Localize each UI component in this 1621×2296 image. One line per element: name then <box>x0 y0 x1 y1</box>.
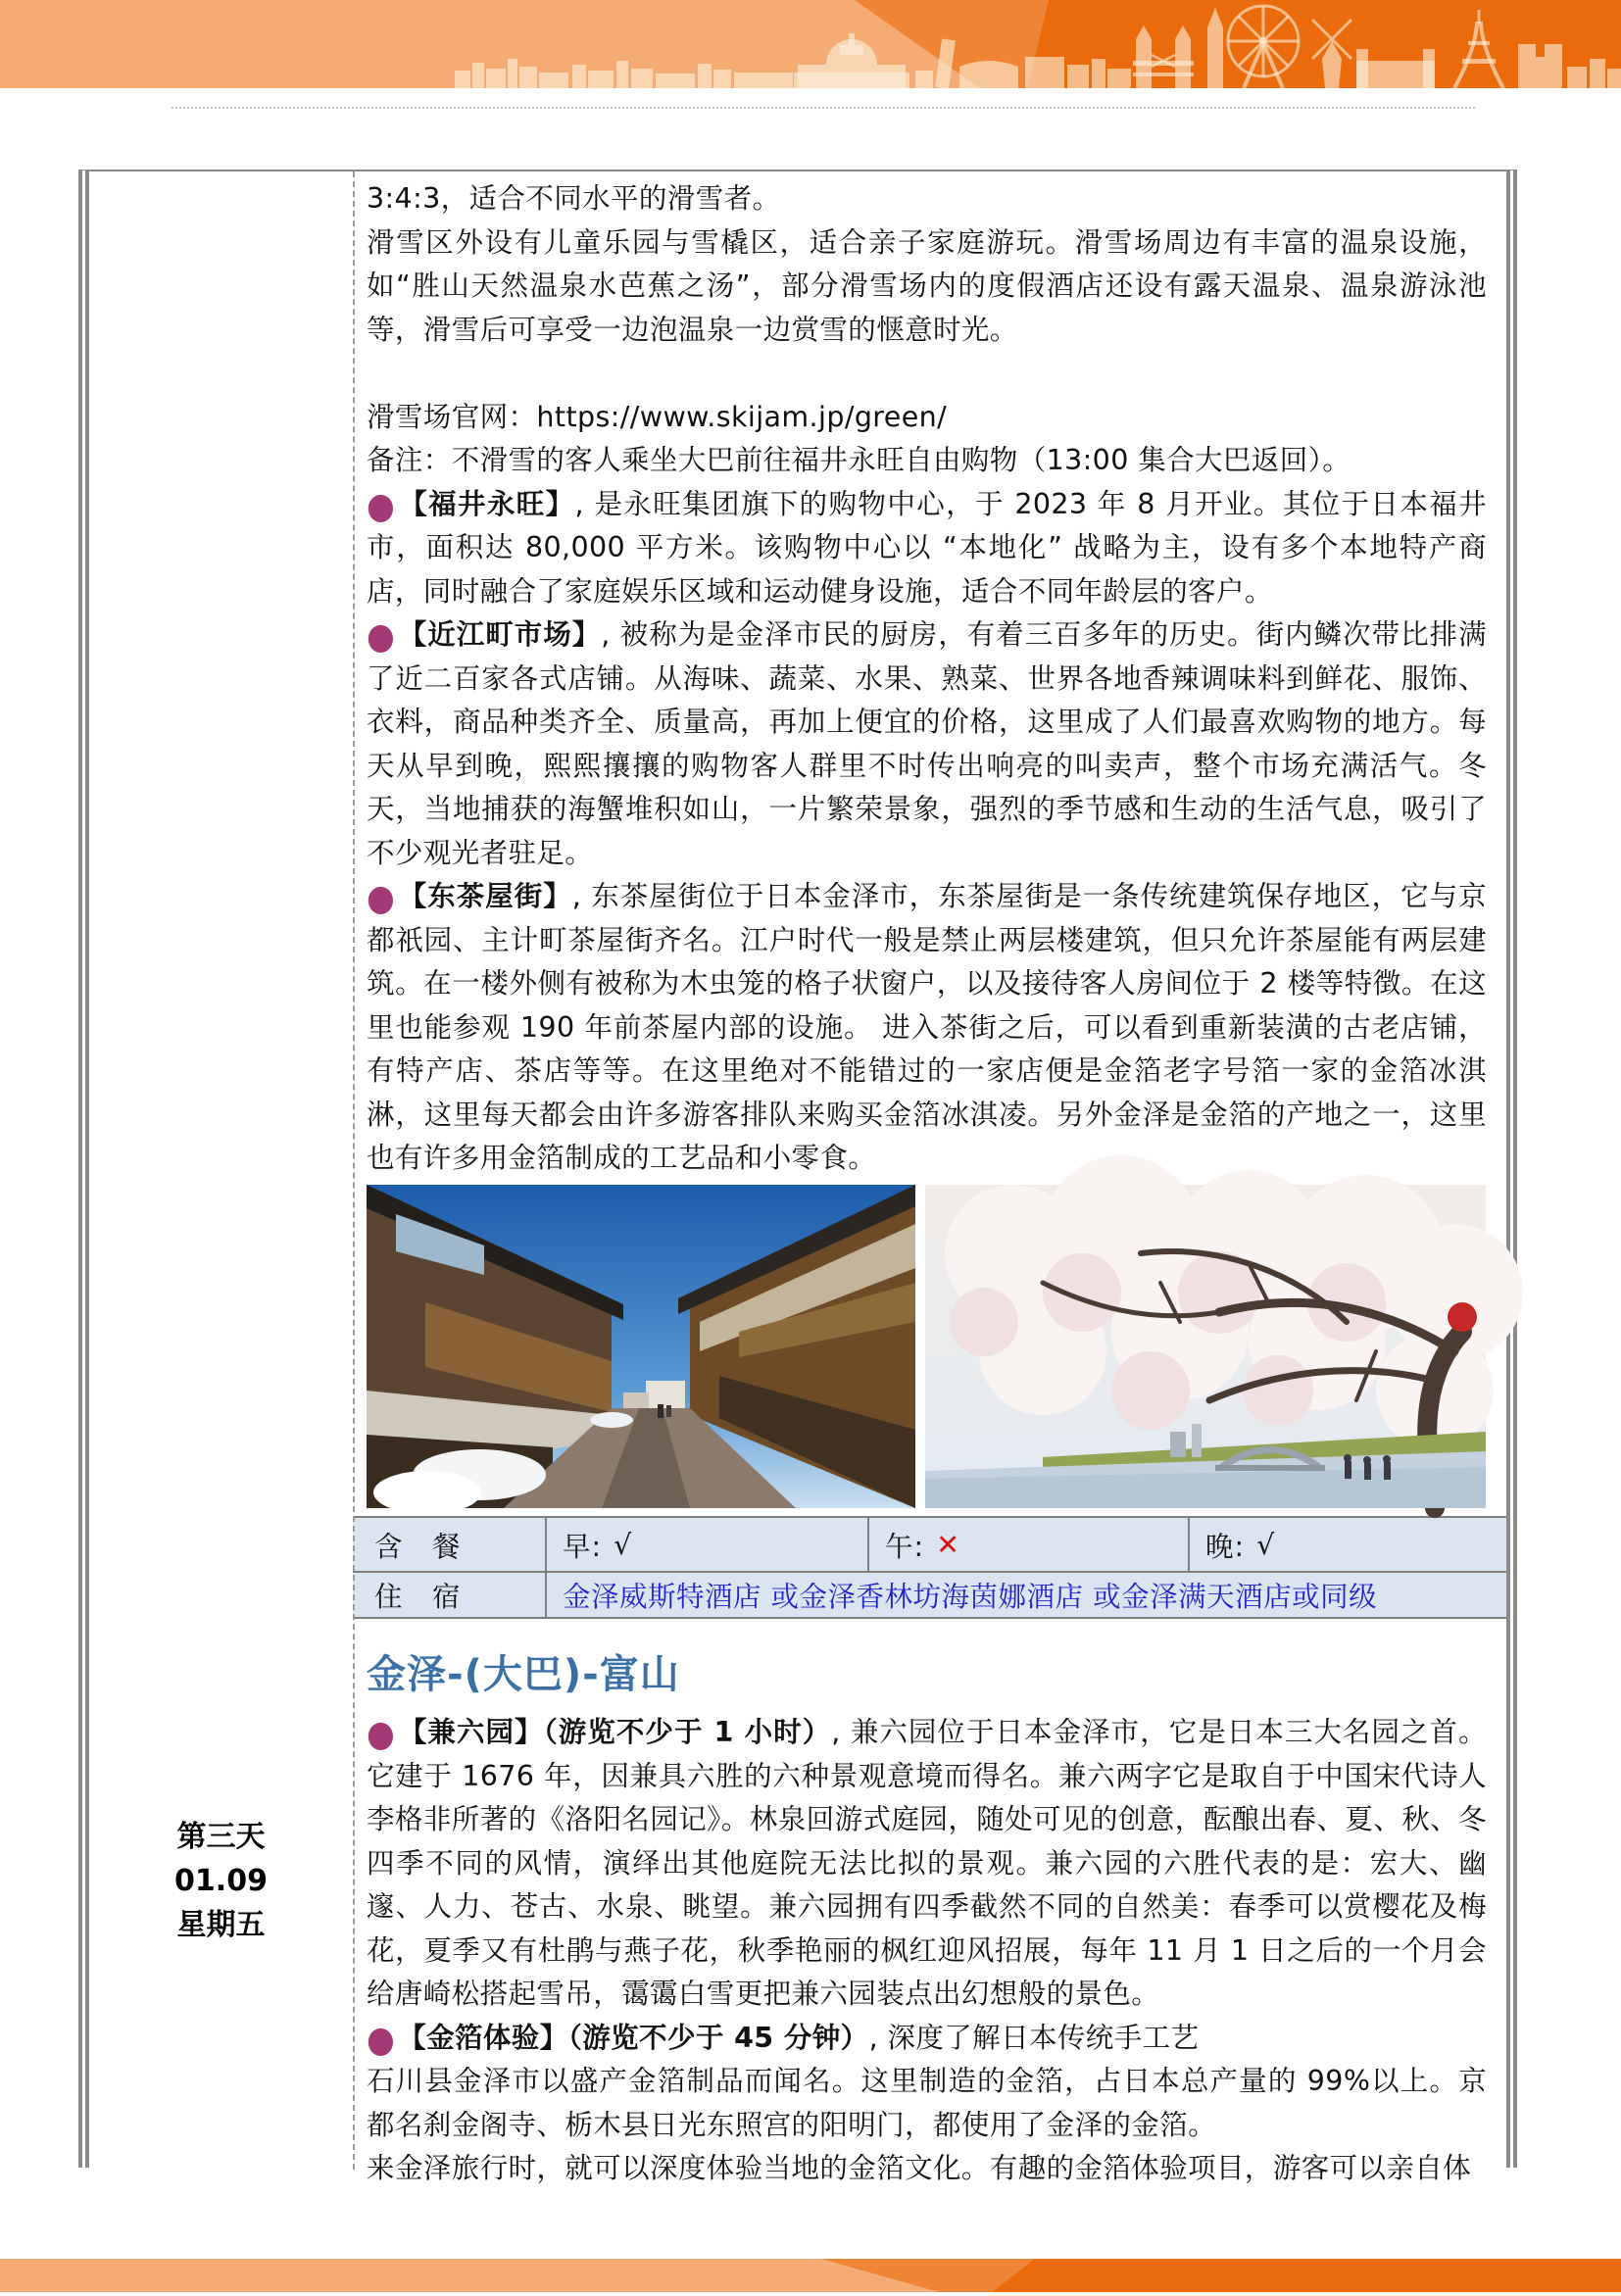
day-column-divider <box>353 171 355 2170</box>
dotted-divider-line <box>172 107 1475 109</box>
paragraph-highlight: 【近江町市场】 <box>398 618 602 651</box>
bullet-icon: ● <box>367 2017 396 2060</box>
dinner-label: 晚: <box>1205 1530 1246 1563</box>
paragraph-highlight: 【东茶屋街】 <box>398 880 572 912</box>
itinerary-paragraph <box>367 2060 1487 2147</box>
paragraph-text: , 被称为是金泽市民的厨房，有着三百多年的历史。街内鳞次带比排满了近二百家各式店铺。从海味、蔬菜、水果、熟菜、世界各地香辣调味料到鲜花、服饰、衣料，商品种类齐全、质量高，再加上便宜的价格，这里成了人们最喜欢购物的地方。每天从早到晚，熙熙攘攘的购物客人群里不时传出响亮的叫卖声，整个市场充满活气。冬天，当地捕获的海蟹堆积如山，一片繁荣景象，强烈的季节感和生动的生活气息，吸引了不少观光者驻足。 <box>367 618 1487 869</box>
photo-higashi-chaya-street <box>367 1185 915 1508</box>
dinner-cell <box>1190 1518 1506 1571</box>
itinerary-paragraph <box>367 221 1487 353</box>
footer-banner-graphic <box>0 2259 1621 2292</box>
bullet-icon: ● <box>367 613 396 658</box>
paragraph-highlight: 【福井永旺】 <box>398 487 575 520</box>
paragraph-text: 备注：不滑雪的客人乘坐大巴前往福井永旺自由购物（13:00 集合大巴返回）。 <box>367 444 1351 476</box>
footer-banner <box>0 2259 1621 2292</box>
day3-label-cell <box>89 1619 353 2170</box>
paragraph-highlight: 【金箔体验】（游览不少于 45 分钟） <box>398 2021 869 2054</box>
paragraph-highlight: 【兼六园】（游览不少于 1 小时） <box>398 1716 832 1748</box>
paragraph-text: 滑雪区外设有儿童乐园与雪橇区，适合亲子家庭游玩。滑雪场周边有丰富的温泉设施，如“胜山天然温泉水芭蕉之汤”，部分滑雪场内的度假酒店还设有露天温泉、温泉游泳池等，滑雪后可享受一边泡温泉一边赏雪的惬意时光。 <box>367 225 1487 346</box>
day3-route-title: 金泽-(大巴)-富山 <box>367 1652 680 1697</box>
meals-table <box>353 1516 1506 1619</box>
hotel-row <box>353 1573 1506 1617</box>
paragraph-text: , 深度了解日本传统手工艺 <box>868 2021 1200 2054</box>
meals-label-cell: 含 餐 <box>353 1518 547 1571</box>
bullet-icon: ● <box>367 875 396 919</box>
itinerary-paragraph <box>367 177 1487 221</box>
paragraph-text: , 是永旺集团旗下的购物中心，于 2023 年 8 月开业。其位于日本福井市，面积达 80,000 平方米。该购物中心以 “本地化” 战略为主，设有多个本地特产商店，同时融合了家庭娱乐区域和运动健身设施，适合不同年龄层的客户。 <box>367 487 1487 608</box>
hotel-value-cell: 金泽威斯特酒店 或金泽香林坊海茵娜酒店 或金泽满天酒店或同级 <box>563 1581 1378 1613</box>
dinner-check: √ <box>1256 1528 1276 1561</box>
itinerary-paragraph <box>367 1711 1487 2017</box>
paragraph-text: , 东茶屋街位于日本金泽市，东茶屋街是一条传统建筑保存地区，它与京都祇园、主计町茶屋街齐名。江户时代一般是禁止两层楼建筑，但只允许茶屋能有两层建筑。在一楼外侧有被称为木虫笼的格子状窗户，以及接待客人房间位于 2 楼等特徴。在这里也能参观 190 年前茶屋内部的设施。 进入茶街之后，可以看到重新装潢的古老店铺，有特产店、茶店等等。在这里绝对不能错过的一家店便是金箔老字号箔一家的金箔冰淇淋，这里每天都会由许多游客排队来购买金箔冰淇凌。另外金泽是金箔的产地之一，这里也有许多用金箔制成的工艺品和小零食。 <box>367 880 1487 1174</box>
itinerary-paragraph <box>367 439 1487 483</box>
itinerary-table <box>78 170 1517 2184</box>
itinerary-paragraph <box>367 2017 1487 2061</box>
day3-weekday: 星期五 <box>176 1908 266 1942</box>
breakfast-cell <box>547 1518 869 1571</box>
day2-paragraphs <box>367 177 1487 1181</box>
paragraph-text: 滑雪场官网：https://www.skijam.jp/green/ <box>367 400 948 433</box>
day3-date: 01.09 <box>174 1864 268 1898</box>
lunch-cross: ✕ <box>936 1528 960 1561</box>
itinerary-paragraph <box>367 875 1487 1181</box>
header-banner <box>0 0 1621 88</box>
photos-row <box>367 1185 1487 1508</box>
breakfast-check: √ <box>614 1528 633 1561</box>
day3-label <box>89 1619 353 1947</box>
lunch-label: 午: <box>885 1530 925 1563</box>
day3-paragraphs <box>367 1711 1487 2191</box>
bullet-icon: ● <box>367 483 396 526</box>
bullet-icon: ● <box>367 1711 396 1755</box>
lunch-cell <box>869 1518 1190 1571</box>
paragraph-text: , 兼六园位于日本金泽市，它是日本三大名园之首。它建于 1676 年，因兼具六胜的六种景观意境而得名。兼六两字它是取自于中国宋代诗人李格非所著的《洛阳名园记》。林泉回游式庭园，随处可见的创意，酝酿出春、夏、秋、冬四季不同的风情，演绎出其他庭院无法比拟的景观。兼六园的六胜代表的是：宏大、幽邃、人力、苍古、水泉、眺望。兼六园拥有四季截然不同的自然美：春季可以赏樱花及梅花，夏季又有杜鹃与燕子花，秋季艳丽的枫红迎风招展，每年 11 月 1 日之后的一个月会给唐崎松搭起雪吊，霭霭白雪更把兼六园装点出幻想般的景色。 <box>367 1716 1487 2010</box>
day3-day-number: 第三天 <box>176 1820 266 1854</box>
header-banner-graphic <box>0 0 1621 88</box>
day2-label-cell <box>89 171 353 1516</box>
itinerary-paragraph <box>367 2147 1487 2191</box>
day3-row <box>89 1619 1506 2184</box>
hotel-label-cell: 住 宿 <box>353 1573 547 1617</box>
meals-row <box>353 1518 1506 1573</box>
photo-cherry-blossoms <box>925 1185 1486 1508</box>
itinerary-paragraph <box>367 613 1487 875</box>
breakfast-label: 早: <box>563 1530 603 1563</box>
itinerary-paragraph <box>367 396 1487 440</box>
paragraph-text: 石川县金泽市以盛产金箔制品而闻名。这里制造的金箔，占日本总产量的 99%以上。京都名刹金阁寺、栃木县日光东照宫的阳明门，都使用了金泽的金箔。 <box>367 2065 1487 2141</box>
day2-content-cell <box>353 171 1506 1516</box>
itinerary-paragraph <box>367 483 1487 614</box>
day3-content-cell <box>353 1619 1506 2184</box>
paragraph-text: 3:4:3，适合不同水平的滑雪者。 <box>367 182 781 215</box>
itinerary-paragraph <box>367 352 1487 396</box>
day2-row <box>89 171 1506 1516</box>
paragraph-text: 来金泽旅行时，就可以深度体验当地的金箔文化。有趣的金箔体验项目，游客可以亲自体 <box>367 2152 1472 2184</box>
